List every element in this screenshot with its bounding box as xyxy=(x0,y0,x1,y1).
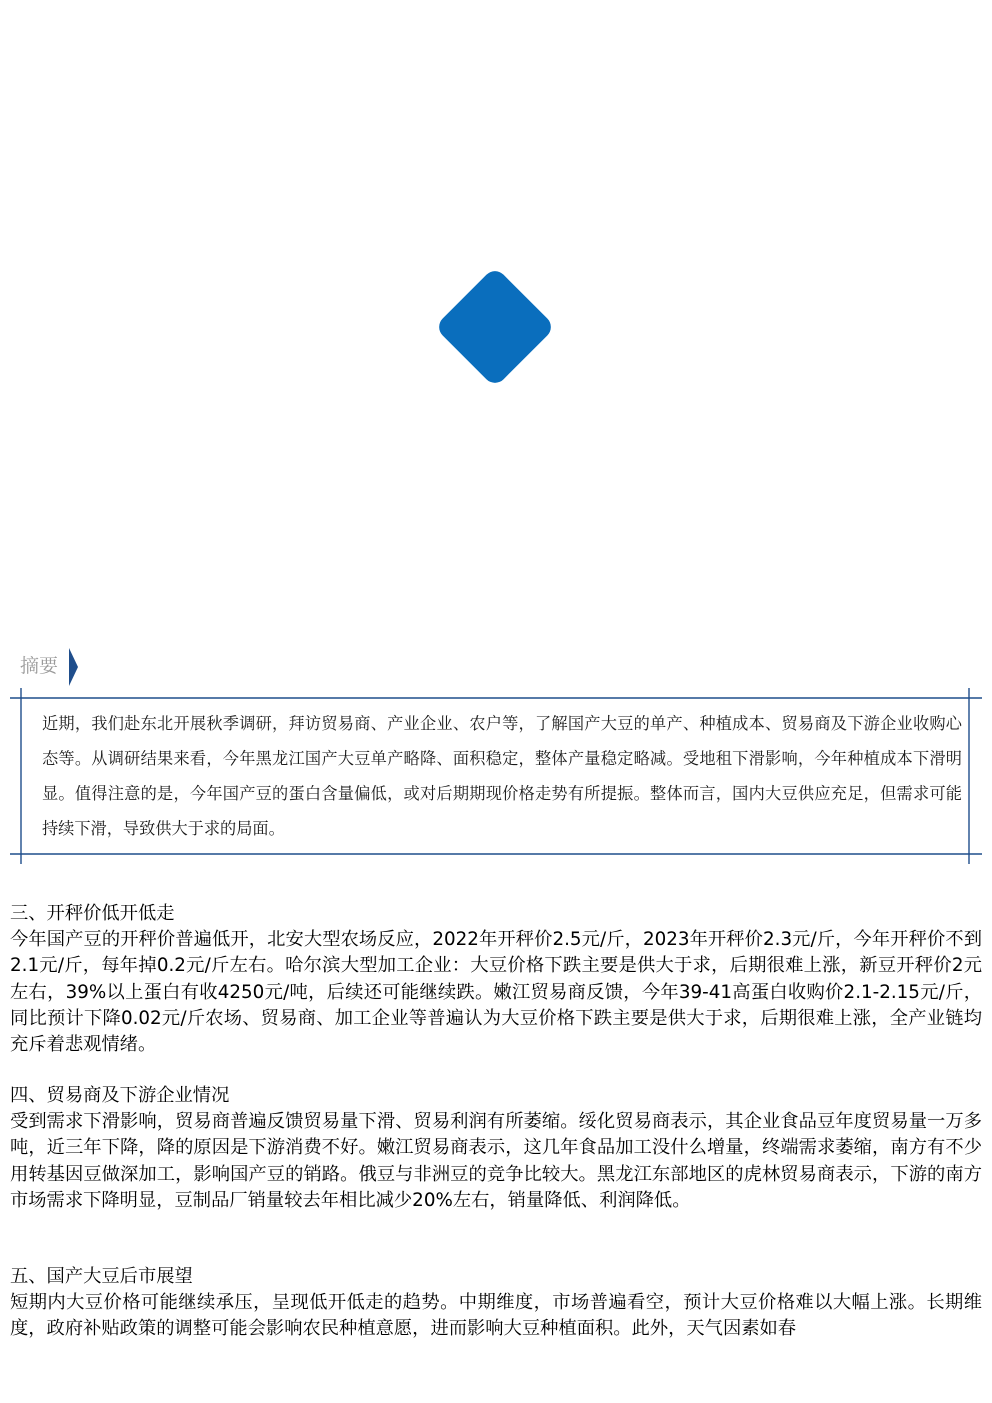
section-heading: 三、开秤价低开低走 xyxy=(10,903,175,924)
summary-box xyxy=(10,688,982,866)
section-price xyxy=(10,901,982,1058)
summary-label: 摘要 xyxy=(20,655,59,677)
summary-text: 近期，我们赴东北开展秋季调研，拜访贸易商、产业企业、农户等，了解国产大豆的单产、种植成本、贸易商及下游企业收购心态等。从调研结果来看，今年黑龙江国产大豆单产略降、面积稳定，整体产量稳定略减。受地租下滑影响，今年种植成本下滑明显。值得注意的是，今年国产豆的蛋白含量偏低，或对后期期现价格走势有所提振。整体而言，国内大豆供应充足，但需求可能持续下滑，导致供大于求的局面。 xyxy=(42,714,962,838)
section-heading: 四、贸易商及下游企业情况 xyxy=(10,1085,230,1106)
chevron-right-icon xyxy=(68,648,82,686)
summary-tag xyxy=(20,648,58,684)
diamond-logo-icon xyxy=(420,252,570,402)
section-body: 短期内大豆价格可能继续承压，呈现低开低走的趋势。中期维度，市场普遍看空，预计大豆价格难以大幅上涨。长期维度，政府补贴政策的调整可能会影响农民种植意愿，进而影响大豆种植面积。此外，天气因素如春 xyxy=(10,1292,982,1340)
section-traders xyxy=(10,1083,982,1214)
section-heading: 五、国产大豆后市展望 xyxy=(10,1266,193,1287)
section-outlook xyxy=(10,1264,982,1343)
section-body: 今年国产豆的开秤价普遍低开，北安大型农场反应，2022年开秤价2.5元/斤，2023年开秤价2.3元/斤，今年开秤价不到2.1元/斤，每年掉0.2元/斤左右。哈尔滨大型加工企业：大豆价格下跌主要是供大于求，后期很难上涨，新豆开秤价2元左右，39%以上蛋白有收4250元/吨，后续还可能继续跌。嫩江贸易商反馈，今年39-41高蛋白收购价2.1-2.15元/斤，同比预计下降0.02元/斤农场、贸易商、加工企业等普遍认为大豆价格下跌主要是供大于求，后期很难上涨，全产业链均充斥着悲观情绪。 xyxy=(10,929,982,1056)
section-body: 受到需求下滑影响，贸易商普遍反馈贸易量下滑、贸易利润有所萎缩。绥化贸易商表示，其企业食品豆年度贸易量一万多吨，近三年下降，降的原因是下游消费不好。嫩江贸易商表示，这几年食品加工没什么增量，终端需求萎缩，南方有不少用转基因豆做深加工，影响国产豆的销路。俄豆与非洲豆的竞争比较大。黑龙江东部地区的虎林贸易商表示，下游的南方市场需求下降明显，豆制品厂销量较去年相比减少20%左右，销量降低、利润降低。 xyxy=(10,1111,982,1211)
